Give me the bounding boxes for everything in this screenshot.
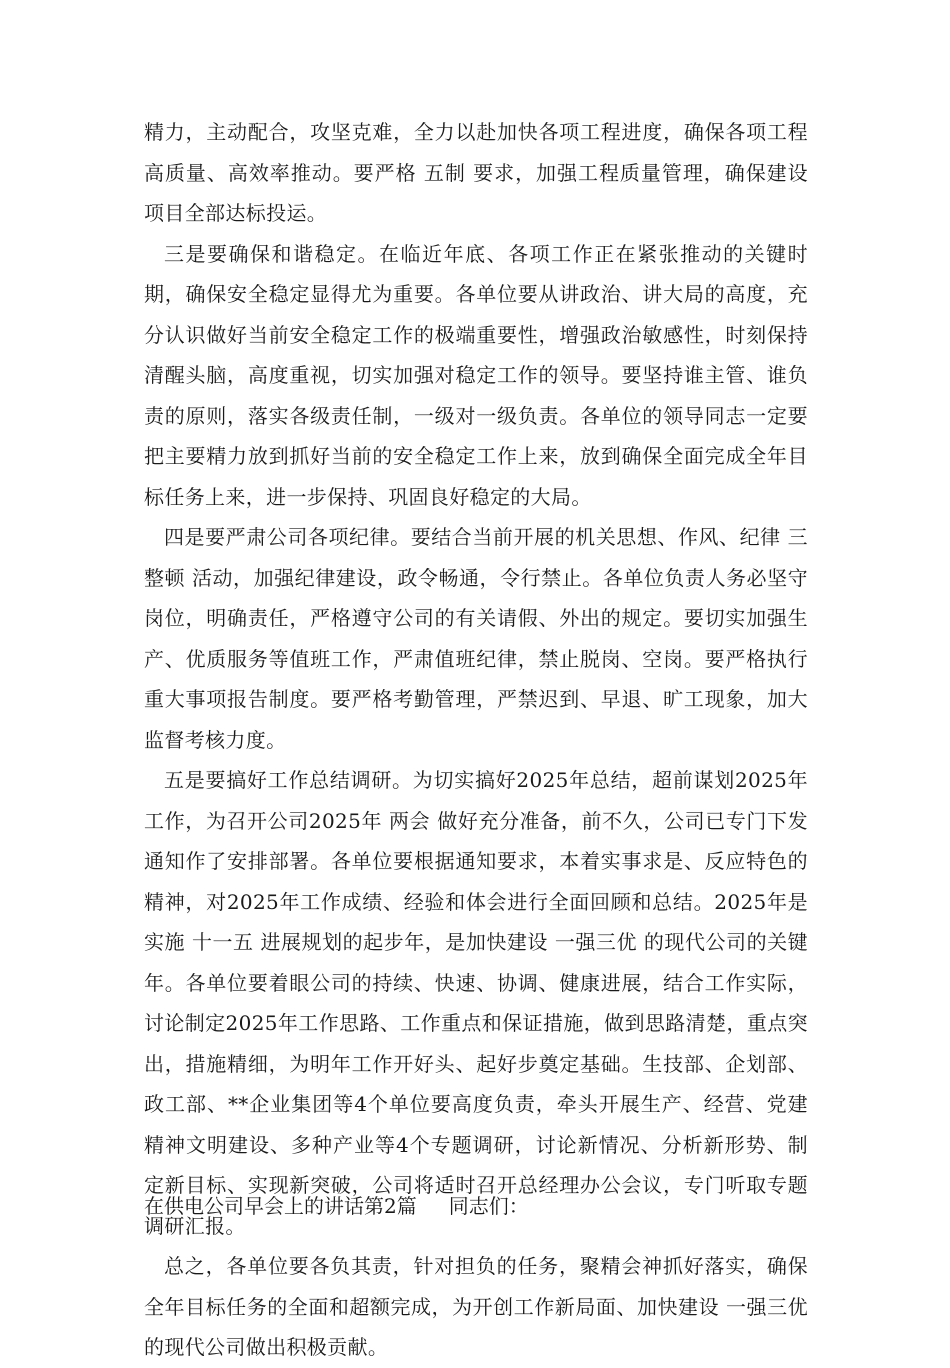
- paragraph-conclusion: 总之，各单位要各负其责，针对担负的任务，聚精会神抓好落实，确保全年目标任务的全面和超额完成，为开创工作新局面、加快建设 一强三优 的现代公司做出积极贡献。: [144, 1254, 808, 1359]
- paragraph-harmony-stability: 三是要确保和谐稳定。在临近年底、各项工作正在紧张推动的关键时期，确保安全稳定显得尤为重要。各单位要从讲政治、讲大局的高度，充分认识做好当前安全稳定工作的极端重要性，增强政治敏感性，时刻保持清醒头脑，高度重视，切实加强对稳定工作的领导。要坚持谁主管、谁负责的原则，落实各级责任制，一级对一级负责。各单位的领导同志一定要把主要精力放到抓好当前的安全稳定工作上来，放到确保全面完成全年目标任务上来，进一步保持、巩固良好稳定的大局。: [144, 241, 808, 509]
- next-section-title: 在供电公司早会上的讲话第2篇: [144, 1194, 417, 1218]
- next-section-line: [144, 1186, 808, 1226]
- document-body: [144, 112, 808, 1368]
- next-section-greeting: 同志们：: [448, 1194, 529, 1218]
- paragraph-summary-research: 五是要搞好工作总结调研。为切实搞好2025年总结，超前谋划2025年工作，为召开公司2025年 两会 做好充分准备，前不久，公司已专门下发通知作了安排部署。各单位要根据通知要求，本着实事求是、反应特色的精神，对2025年工作成绩、经验和体会进行全面回顾和总结。2025年是实施 十一五 进展规划的起步年，是加快建设 一强三优 的现代公司的关键年。各单位要着眼公司的持续、快速、协调、健康进展，结合工作实际，讨论制定2025年工作思路、工作重点和保证措施，做到思路清楚，重点突出，措施精细，为明年工作开好头、起好步奠定基础。生技部、企划部、政工部、**企业集团等4个单位要高度负责，牵头开展生产、经营、党建精神文明建设、多种产业等4个专题调研，讨论新情况、分析新形势、制定新目标、实现新突破，公司将适时召开总经理办公会议，专门听取专题调研汇报。: [144, 768, 808, 1238]
- paragraph-discipline: 四是要严肃公司各项纪律。要结合当前开展的机关思想、作风、纪律 三整顿 活动，加强纪律建设，政令畅通，令行禁止。各单位负责人务必坚守岗位，明确责任，严格遵守公司的有关请假、外出的规定。要切实加强生产、优质服务等值班工作，严肃值班纪律，禁止脱岗、空岗。要严格执行重大事项报告制度。要严格考勤管理，严禁迟到、早退、旷工现象，加大监督考核力度。: [144, 525, 808, 752]
- paragraph-continuation: 精力，主动配合，攻坚克难，全力以赴加快各项工程进度，确保各项工程高质量、高效率推动。要严格 五制 要求，加强工程质量管理，确保建设项目全部达标投运。: [144, 120, 808, 225]
